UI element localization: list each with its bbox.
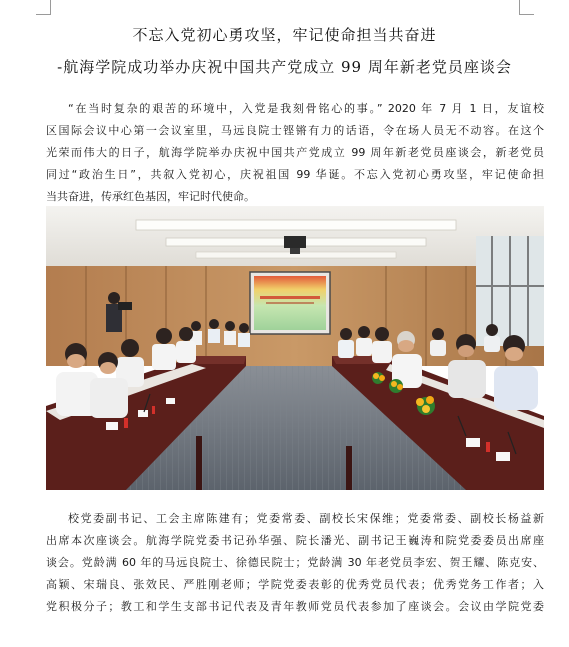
body-line: 出席本次座谈会。航海学院党委书记孙华强、院长潘光、副书记王巍涛和院党委委员出席座 xyxy=(46,534,544,547)
intro-line: “在当时复杂的艰苦的环境中，入党是我刻骨铭心的事。” 2020 年 7 月 1 日，友谊校 xyxy=(68,102,544,115)
page-corner-mark-right xyxy=(519,0,534,15)
body-paragraph xyxy=(46,508,544,618)
intro-line: 当共奋进，传承红色基因，牢记时代使命。 xyxy=(46,190,255,203)
intro-line: 光荣而伟大的日子，航海学院举办庆祝中国共产党成立 99 周年新老党员座谈会，新老党员 xyxy=(46,146,544,159)
body-line: 党积极分子；教工和学生支部书记代表及青年教师党员代表参加了座谈会。会议由学院党委 xyxy=(46,600,544,613)
intro-paragraph xyxy=(46,98,544,208)
document-title: 不忘入党初心勇攻坚，牢记使命担当共奋进 xyxy=(132,26,437,44)
body-line: 校党委副书记、工会主席陈建有；党委常委、副校长宋保维；党委常委、副校长杨益新 xyxy=(68,512,544,525)
meeting-photo xyxy=(46,206,544,490)
intro-line: 区国际会议中心第一会议室里，马远良院士铿锵有力的话语，令在场人员无不动容。在这个 xyxy=(46,124,544,137)
document-subtitle: -航海学院成功举办庆祝中国共产党成立 99 周年新老党员座谈会 xyxy=(57,58,512,76)
body-line: 高颖、宋瑞良、张效民、严胜刚老师；学院党委表彰的优秀党员代表；优秀党务工作者；入 xyxy=(46,578,544,591)
intro-line: 同过“政治生日”，共叙入党初心，庆祝祖国 99 华诞。不忘入党初心勇攻坚，牢记使命担 xyxy=(46,168,544,181)
body-line: 谈会。党龄满 60 年的马远良院士、徐德民院士；党龄满 30 年老党员李宏、贺王耀、陈克安、 xyxy=(46,556,544,569)
page-corner-mark-left xyxy=(36,0,51,15)
